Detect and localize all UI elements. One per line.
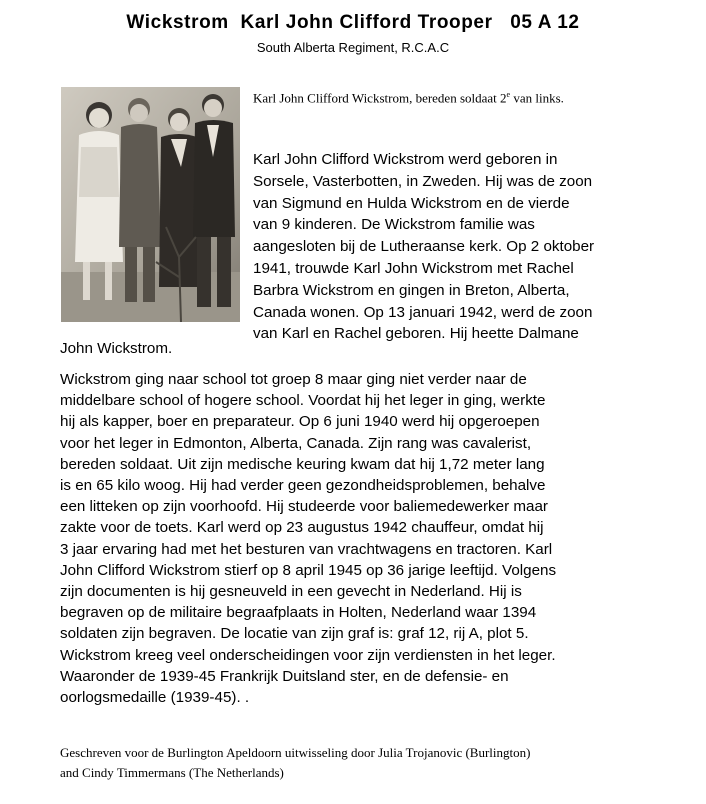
- bio-intro-line: 1941, trouwde Karl John Wickstrom met Rachel: [253, 259, 574, 277]
- bio-line: soldaten zijn begraven. De locatie van zijn graf is: graf 12, rij A, plot 5.: [60, 625, 529, 643]
- bio-line: Waaronder de 1939-45 Frankrijk Duitsland ster, en de defensie- en: [60, 667, 509, 685]
- bio-line: hij als kapper, boer en preparateur. Op 6 juni 1940 werd hij opgeroepen: [60, 413, 540, 431]
- caption-superscript: e: [506, 90, 511, 99]
- portrait-photo: [61, 87, 240, 322]
- bio-line: oorlogsmedaille (1939-45). .: [60, 689, 250, 707]
- bio-intro-line: Barbra Wickstrom en gingen in Breton, Alberta,: [253, 281, 570, 299]
- bio-line: middelbare school of hogere school. Voordat hij het leger in ging, werkte: [60, 392, 546, 410]
- bio-intro-line: van Sigmund en Hulda Wickstrom en de vierde: [253, 194, 570, 212]
- credits-line: and Cindy Timmermans (The Netherlands): [60, 765, 284, 780]
- bio-intro-tail: John Wickstrom.: [60, 340, 173, 357]
- bio-line: bereden soldaat. Uit zijn medische keuring kwam dat hij 1,72 meter lang: [60, 455, 545, 473]
- photo-caption: [253, 90, 564, 106]
- bio-line: 3 jaar ervaring had met het besturen van vrachtwagens en tractoren. Karl: [60, 540, 553, 558]
- bio-intro-line: aangesloten bij de Lutheraanse kerk. Op 2 oktober: [253, 238, 595, 256]
- bio-intro-line: van Karl en Rachel geboren. Hij heette Dalmane: [253, 325, 579, 343]
- bio-intro-line: Karl John Clifford Wickstrom werd geboren in: [253, 151, 558, 168]
- bio-intro-line: Sorsele, Vasterbotten, in Zweden. Hij was de zoon: [253, 172, 593, 190]
- page-title: Wickstrom Karl John Clifford Trooper 05 A 12: [126, 12, 580, 33]
- biography-intro: [253, 149, 673, 345]
- bio-line: voor het leger in Edmonton, Alberta, Canada. Zijn rang was cavalerist,: [60, 434, 532, 452]
- credits-line: Geschreven voor de Burlington Apeldoorn uitwisseling door Julia Trojanovic (Burlington): [60, 745, 531, 760]
- biography-main: [60, 369, 700, 708]
- bio-line: Wickstrom kreeg veel onderscheidingen voor zijn verdiensten in het leger.: [60, 646, 556, 664]
- caption-end: van links.: [510, 90, 564, 106]
- bio-line: een litteken op zijn voorhoofd. Hij studeerde voor baliemedewerker maar: [60, 498, 548, 516]
- bio-line: is en 65 kilo woog. Hij had verder geen gezondheidsproblemen, behalve: [60, 477, 546, 495]
- regiment-subtitle: South Alberta Regiment, R.C.A.C: [256, 40, 450, 55]
- bio-intro-line: Canada wonen. Op 13 januari 1942, werd de zoon: [253, 303, 593, 321]
- author-credits: [60, 743, 530, 783]
- bio-line: John Clifford Wickstrom stierf op 8 april 1945 op 36 jarige leeftijd. Volgens: [60, 561, 557, 579]
- bio-line: zakte voor de toets. Karl werd op 23 augustus 1942 chauffeur, omdat hij: [60, 519, 544, 537]
- bio-line: begraven op de militaire begraafplaats in Holten, Nederland waar 1394: [60, 604, 537, 622]
- bio-line: zijn documenten is hij gesneuveld in een gevecht in Nederland. Hij is: [60, 583, 522, 601]
- bio-intro-line: van 9 kinderen. De Wickstrom familie was: [253, 216, 535, 234]
- bio-line: Wickstrom ging naar school tot groep 8 maar ging niet verder naar de: [60, 371, 527, 388]
- caption-text: Karl John Clifford Wickstrom, bereden soldaat 2: [253, 90, 507, 106]
